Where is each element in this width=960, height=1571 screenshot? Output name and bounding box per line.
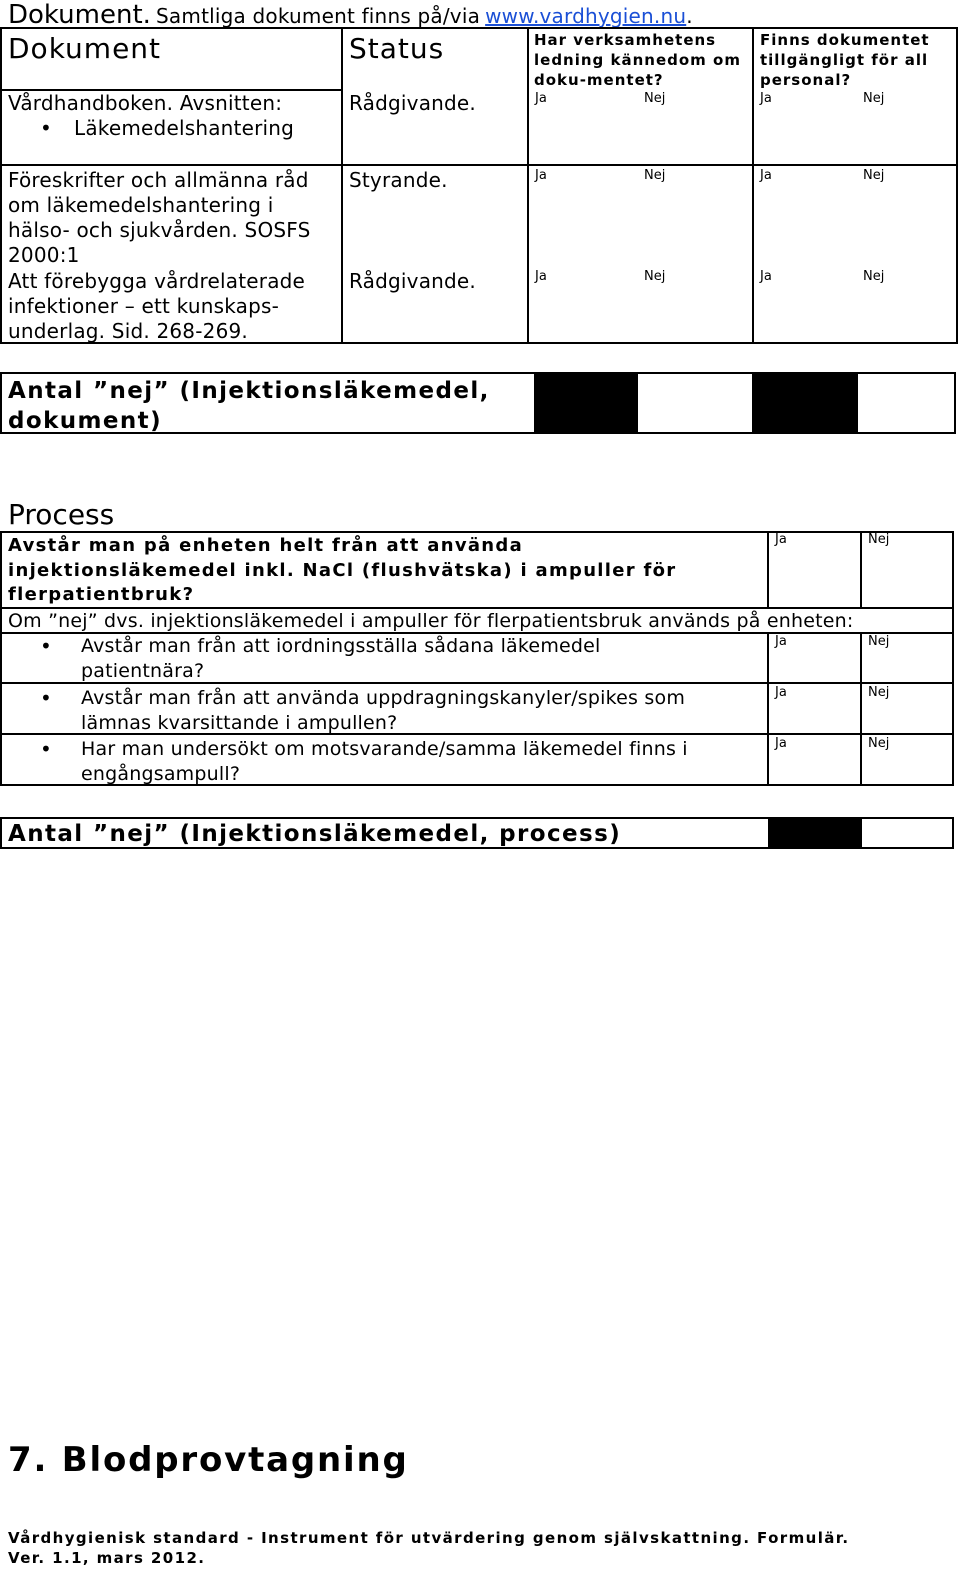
count-docs-cell-filled-1 bbox=[534, 373, 636, 433]
row1-status: Rådgivande. bbox=[349, 91, 476, 115]
header-trail: . bbox=[686, 4, 693, 28]
item2-no[interactable]: Nej bbox=[868, 685, 890, 700]
row3-available-yes[interactable]: Ja bbox=[760, 269, 772, 284]
footer-line-1: Vårdhygienisk standard - Instrument för utvärdering genom självskattning. Formulär. bbox=[8, 1529, 850, 1547]
row3-status: Rådgivande. bbox=[349, 269, 476, 293]
page-header bbox=[8, 0, 693, 30]
process-item-3 bbox=[0, 737, 760, 787]
row1-known-no[interactable]: Nej bbox=[644, 91, 666, 106]
row2-available-no[interactable]: Nej bbox=[863, 168, 885, 183]
row3-known-yes[interactable]: Ja bbox=[535, 269, 547, 284]
item3-no[interactable]: Nej bbox=[868, 736, 890, 751]
row1-doc-text: Vårdhandboken. Avsnitten: bbox=[8, 91, 283, 115]
row3-known-no[interactable]: Nej bbox=[644, 269, 666, 284]
col-header-known: Har verksamhetens ledning kännedom om doku-mentet? bbox=[534, 31, 741, 89]
row2-available-yes[interactable]: Ja bbox=[760, 168, 772, 183]
process-item-1-text: • Avstår man från att iordningsställa sådana läkemedel patientnära? bbox=[0, 634, 760, 684]
header-subtitle: Samtliga dokument finns på/via bbox=[156, 4, 481, 28]
count-docs-cell-filled-2 bbox=[753, 373, 856, 433]
row1-available-yes[interactable]: Ja bbox=[760, 91, 772, 106]
item2-yes[interactable]: Ja bbox=[775, 685, 787, 700]
count-process-cell-filled bbox=[768, 818, 860, 847]
row1-available-no[interactable]: Nej bbox=[863, 91, 885, 106]
row2-known-no[interactable]: Nej bbox=[644, 168, 666, 183]
footer-line-2: Ver. 1.1, mars 2012. bbox=[8, 1549, 206, 1567]
count-docs-label: Antal ”nej” (Injektionsläkemedel, dokument) bbox=[8, 378, 490, 434]
q1-yes[interactable]: Ja bbox=[775, 532, 787, 547]
item1-no[interactable]: Nej bbox=[868, 634, 890, 649]
col-header-status: Status bbox=[349, 32, 445, 65]
item3-yes[interactable]: Ja bbox=[775, 736, 787, 751]
q1-no[interactable]: Nej bbox=[868, 532, 890, 547]
process-q1: Avstår man på enheten helt från att använda injektionsläkemedel inkl. NaCl (flushvätska) i ampuller för flerpatientbruk? bbox=[8, 535, 677, 605]
col-header-document: Dokument bbox=[8, 32, 162, 65]
vardhygien-link[interactable]: www.vardhygien.nu bbox=[485, 4, 687, 28]
row2-known-yes[interactable]: Ja bbox=[535, 168, 547, 183]
col-header-available: Finns dokumentet tillgängligt för all personal? bbox=[760, 31, 930, 89]
process-intro: Om ”nej” dvs. injektionsläkemedel i ampuller för flerpatientsbruk används på enheten: bbox=[8, 610, 854, 632]
process-item-2-text: • Avstår man från att använda uppdragningskanyler/spikes som lämnas kvarsittande i ampullen? bbox=[0, 686, 760, 736]
section-7-heading: 7. Blodprovtagning bbox=[8, 1440, 409, 1480]
row3-available-no[interactable]: Nej bbox=[863, 269, 885, 284]
row2-status: Styrande. bbox=[349, 168, 448, 192]
row1-document bbox=[8, 91, 338, 141]
row1-bullet: • Läkemedelshantering bbox=[0, 116, 338, 141]
header-title: Dokument. bbox=[8, 0, 151, 30]
process-item-2 bbox=[0, 686, 760, 736]
process-heading: Process bbox=[8, 498, 115, 531]
process-item-1 bbox=[0, 634, 760, 684]
item1-yes[interactable]: Ja bbox=[775, 634, 787, 649]
row3-document: Att förebygga vårdrelaterade infektioner – ett kunskaps-underlag. Sid. 268-269. bbox=[8, 269, 306, 343]
process-item-3-text: • Har man undersökt om motsvarande/samma läkemedel finns i engångsampull? bbox=[0, 737, 760, 787]
row2-document: Föreskrifter och allmänna råd om läkemedelshantering i hälso- och sjukvården. SOSFS 2000:1 bbox=[8, 168, 311, 267]
row1-known-yes[interactable]: Ja bbox=[535, 91, 547, 106]
count-process-label: Antal ”nej” (Injektionsläkemedel, process) bbox=[8, 821, 622, 847]
